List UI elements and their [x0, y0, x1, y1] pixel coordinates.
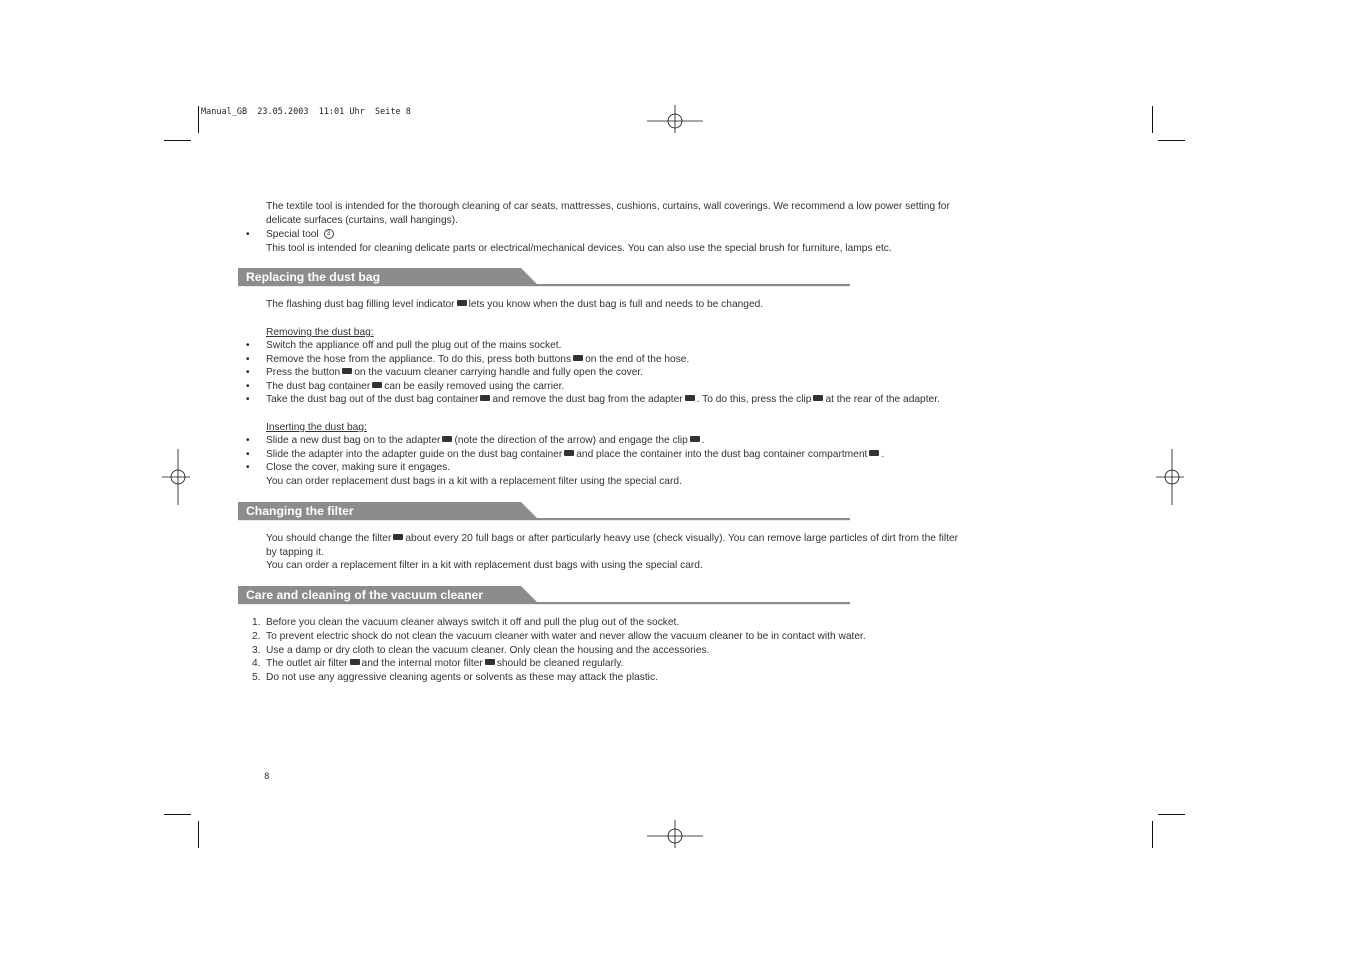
list-number: 5.: [252, 672, 261, 683]
crop-mark: [1152, 106, 1153, 133]
list-number: 3.: [252, 645, 261, 656]
registration-mark-icon: [150, 449, 206, 505]
text: . To do this, press the clip: [696, 394, 812, 405]
part-icon: [480, 395, 490, 401]
section-title: Replacing the dust bag: [246, 270, 381, 284]
registration-mark-icon: [1144, 449, 1200, 505]
bullet: •: [246, 340, 250, 351]
print-slug: Manual_GB 23.05.2003 11:01 Uhr Seite 8: [201, 107, 411, 117]
list-number: 1.: [252, 617, 261, 628]
text: can be easily removed using the carrier.: [384, 381, 565, 392]
text: should be cleaned regularly.: [496, 658, 624, 669]
list-item: Before you clean the vacuum cleaner always switch it off and pull the plug out of the socket.: [266, 617, 680, 628]
list-item: Switch the appliance off and pull the plug out of the mains socket.: [266, 340, 562, 351]
text: on the vacuum cleaner carrying handle and fully open the cover.: [354, 367, 644, 378]
list-item: [266, 434, 1056, 448]
text: and the internal motor filter: [361, 658, 483, 669]
part-icon: [342, 368, 352, 374]
registration-mark-icon: [647, 93, 703, 149]
bullet: •: [246, 435, 250, 446]
section-header: [238, 586, 850, 606]
list-item: Do not use any aggressive cleaning agents or solvents as these may attack the plastic.: [266, 672, 658, 683]
crop-mark: [1158, 140, 1185, 141]
bullet: •: [246, 449, 250, 460]
bullet: •: [246, 394, 250, 405]
bullet: •: [246, 381, 250, 392]
text: You should change the filter: [266, 533, 392, 544]
registration-mark-icon: [647, 808, 703, 864]
part-icon: [813, 395, 823, 401]
text: by tapping it.: [266, 546, 324, 558]
section-header: [238, 502, 850, 522]
text: at the rear of the adapter.: [825, 394, 940, 405]
list-number: 4.: [252, 658, 261, 669]
list-item: [266, 657, 1056, 671]
text: .: [881, 449, 885, 460]
subheading: Removing the dust bag:: [266, 327, 374, 338]
text: The flashing dust bag filling level indicator: [266, 299, 455, 310]
list-item: To prevent electric shock do not clean the vacuum cleaner with water and never allow the vacuum cleaner to be in contact with water.: [266, 631, 866, 642]
special-tool-item: [266, 228, 1056, 255]
intro-text: delicate surfaces (curtains, wall hangings).: [266, 214, 458, 226]
text: and remove the dust bag from the adapter: [492, 394, 683, 405]
text: The outlet air filter: [266, 658, 348, 669]
filter-paragraph: [266, 532, 1056, 573]
intro-paragraph: [266, 200, 1056, 227]
part-icon: [442, 436, 452, 442]
text: and place the container into the dust bag container compartment: [576, 449, 868, 460]
bullet: •: [246, 354, 250, 365]
section-title: Care and cleaning of the vacuum cleaner: [246, 588, 484, 602]
indicator-part-icon: [457, 300, 467, 306]
part-icon: [372, 382, 382, 388]
bullet: •: [246, 367, 250, 378]
text: about every 20 full bags or after particularly heavy use (check visually). You can remove large particles of dirt from the filter: [405, 533, 959, 544]
list-item: [266, 366, 1056, 380]
text: Slide the adapter into the adapter guide on the dust bag container: [266, 449, 563, 460]
bullet: •: [246, 462, 250, 473]
crop-mark: [1158, 814, 1185, 815]
list-item: [266, 461, 1056, 488]
filter-part-icon: [393, 534, 403, 540]
list-item: [266, 448, 1056, 462]
part-icon: [485, 659, 495, 665]
text: (note the direction of the arrow) and engage the clip: [454, 435, 688, 446]
list-item: Use a damp or dry cloth to clean the vacuum cleaner. Only clean the housing and the accessories.: [266, 645, 710, 656]
part-icon: [573, 355, 583, 361]
crop-mark: [164, 814, 191, 815]
crop-mark: [1152, 821, 1153, 848]
part-icon: [564, 450, 574, 456]
list-item: [266, 380, 1056, 394]
subheading: Inserting the dust bag:: [266, 422, 367, 433]
special-tool-desc: This tool is intended for cleaning delicate parts or electrical/mechanical devices. You can also use the special brush for furniture, lamps etc.: [266, 242, 892, 254]
list-item: [266, 393, 1056, 407]
part-icon: [690, 436, 700, 442]
text: Take the dust bag out of the dust bag container: [266, 394, 479, 405]
part-icon: [869, 450, 879, 456]
special-tool-label: Special tool: [266, 229, 319, 240]
crop-mark: [198, 106, 199, 133]
part-icon: [350, 659, 360, 665]
section-title: Changing the filter: [246, 504, 354, 518]
text: lets you know when the dust bag is full and needs to be changed.: [468, 299, 764, 310]
intro-text: The textile tool is intended for the thorough cleaning of car seats, mattresses, cushions, curtains, wall coverings. We recommend a low power setting for: [266, 201, 950, 212]
crop-mark: [198, 821, 199, 848]
crop-mark: [164, 140, 191, 141]
part-number-badge: 3: [324, 229, 334, 239]
text: Close the cover, making sure it engages.: [266, 462, 451, 473]
page-number: 8: [264, 772, 270, 782]
text: on the end of the hose.: [585, 354, 690, 365]
list-number: 2.: [252, 631, 261, 642]
part-icon: [685, 395, 695, 401]
bullet: •: [246, 229, 250, 240]
text: Remove the hose from the appliance. To do this, press both buttons: [266, 354, 572, 365]
text: .: [701, 435, 705, 446]
text: The dust bag container: [266, 381, 371, 392]
text: Press the button: [266, 367, 341, 378]
text: You can order replacement dust bags in a kit with a replacement filter using the special card.: [266, 475, 682, 487]
text: You can order a replacement filter in a kit with replacement dust bags with using the special card.: [266, 560, 703, 572]
text: Slide a new dust bag on to the adapter: [266, 435, 441, 446]
section-header: [238, 268, 850, 288]
list-item: [266, 353, 1056, 367]
indicator-paragraph: [266, 298, 1056, 312]
